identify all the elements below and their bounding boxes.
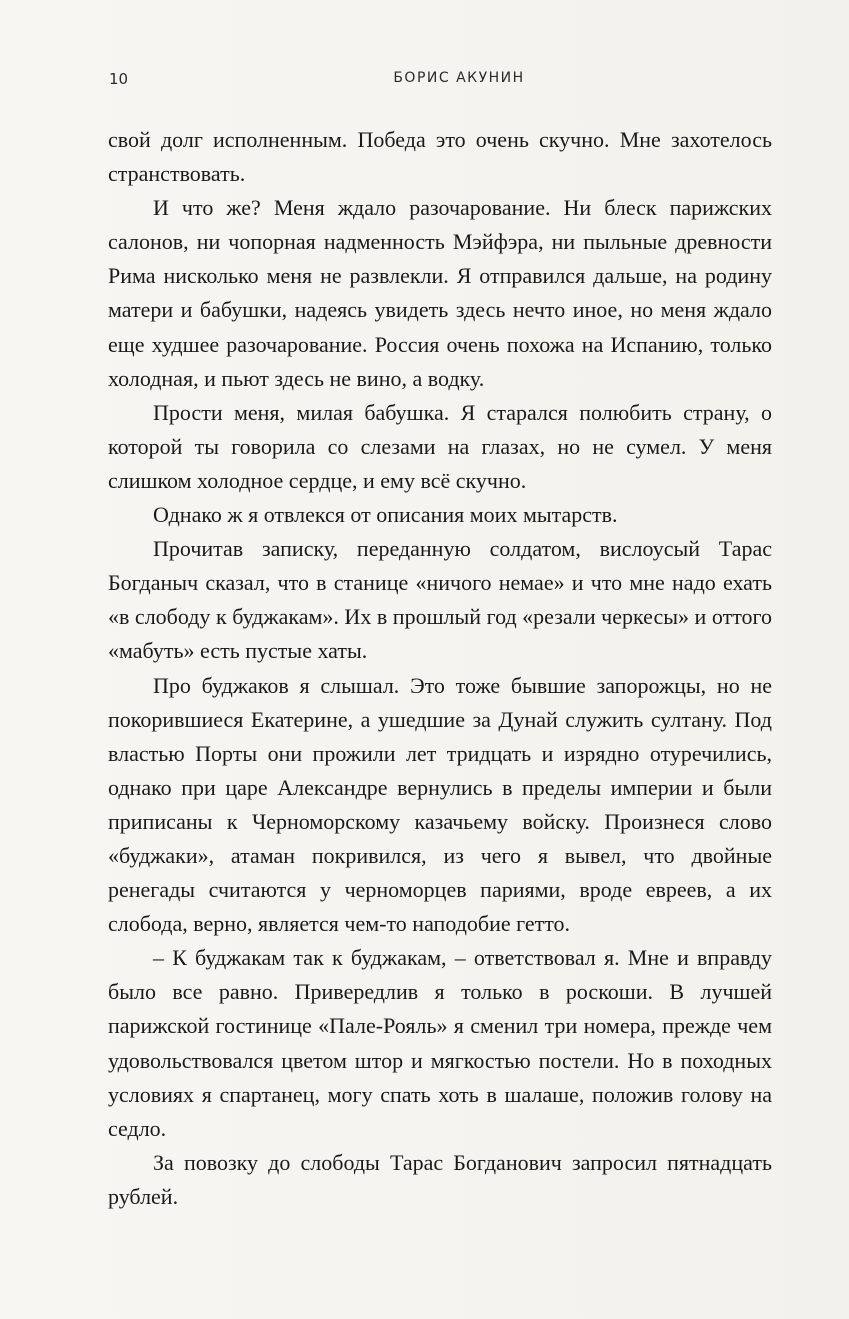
running-head [109,70,769,94]
paragraph: Прочитав записку, переданную солдатом, вислоусый Тарас Богданыч сказал, что в станице «ничого немае» и что мне надо ехать «в слободу к буджакам». Их в прошлый год «резали черкесы» и оттого «мабуть» есть пустые хаты. [108,536,772,664]
body-text [108,123,772,1214]
running-title: БОРИС АКУНИН [393,70,525,86]
paragraph: За повозку до слободы Тарас Богданович запросил пятнадцать рублей. [108,1149,772,1209]
paragraph: – К буджакам так к буджакам, – ответствовал я. Мне и вправду было все равно. Привередлив я только в роскоши. В лучшей парижской гостинице «Пале-Рояль» я сменил три номера, прежде чем удовольствовался цветом штор и мягкостью постели. Но в походных условиях я спартанец, могу спать хоть в шалаше, положив голову на седло. [108,945,772,1141]
paragraph: Прости меня, милая бабушка. Я старался полюбить страну, о которой ты говорила со слезами на глазах, но не сумел. У меня слишком холодное сердце, и ему всё скучно. [108,399,772,493]
paragraph: И что же? Меня ждало разочарование. Ни блеск парижских салонов, ни чопорная надменность Мэйфэра, ни пыльные древности Рима нисколько меня не развлекли. Я отправился дальше, на родину матери и бабушки, надеясь увидеть здесь нечто иное, но меня ждало еще худшее разочарование. Россия очень похожа на Испанию, только холодная, и пьют здесь не вино, а водку. [108,195,772,391]
paragraph: Про буджаков я слышал. Это тоже бывшие запорожцы, но не покорившиеся Екатерине, а ушедшие за Дунай служить султану. Под властью Порты они прожили лет тридцать и изрядно отуречились, однако при царе Александре вернулись в пределы империи и были приписаны к Черноморскому казачьему войску. Произнеся слово «буджаки», атаман покривился, из чего я вывел, что двойные ренегады считаются у черноморцев париями, вроде евреев, а их слобода, верно, является чем-то наподобие гетто. [108,672,772,937]
paragraph: Однако ж я отвлекся от описания моих мытарств. [153,502,618,528]
page-number: 10 [109,70,129,88]
paragraph: свой долг исполненным. Победа это очень скучно. Мне захотелось странствовать. [108,127,772,187]
